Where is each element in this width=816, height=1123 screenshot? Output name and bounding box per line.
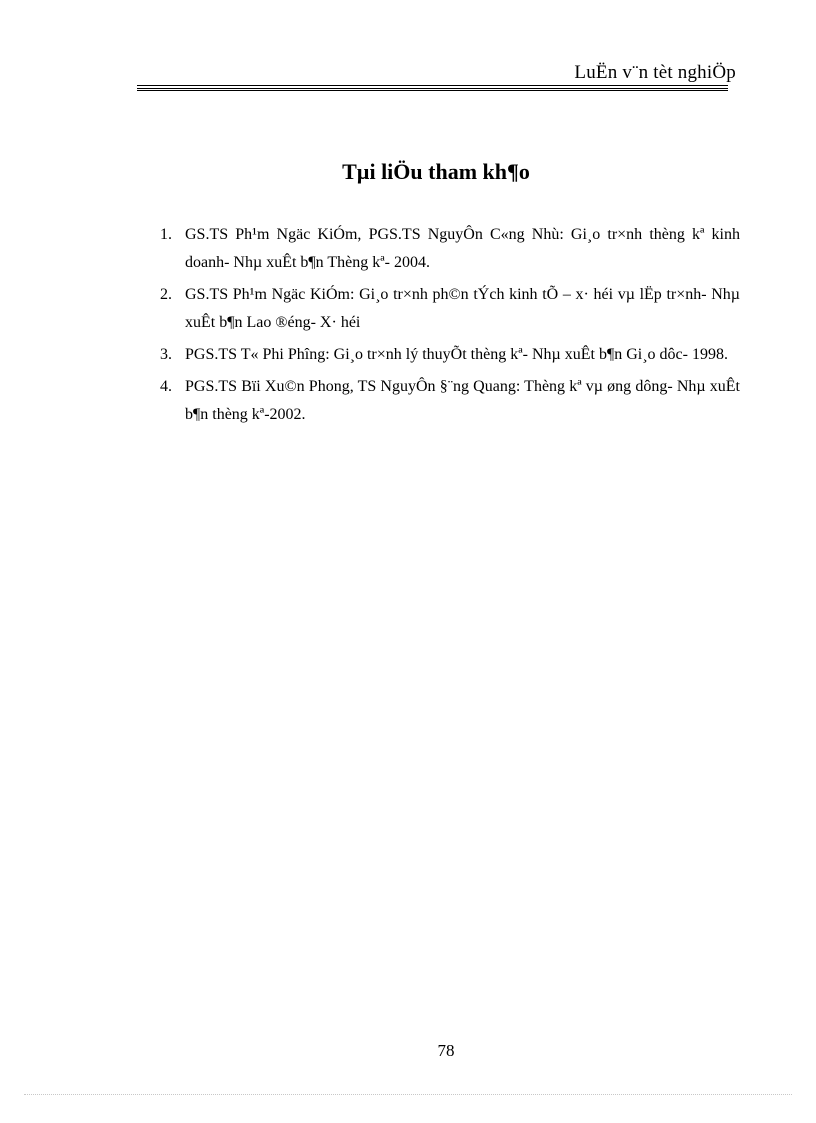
reference-text: PGS.TS Bïi Xu©n Phong, TS NguyÔn §¨ng Quang: Thèng kª vµ øng dông- Nhµ xuÊt b¶n thèng kª-2002. xyxy=(185,378,740,423)
reference-number: 1. xyxy=(160,226,172,243)
header-rule xyxy=(137,90,728,91)
reference-text: GS.TS Ph¹m Ngäc KiÓm, PGS.TS NguyÔn C«ng Nhù: Gi¸o tr×nh thèng kª kinh doanh- Nhµ xuÊt b¶n Thèng kª- 2004. xyxy=(185,226,740,271)
reference-item xyxy=(160,281,740,337)
reference-number: 3. xyxy=(160,346,172,363)
reference-number: 4. xyxy=(160,378,172,395)
header-rule xyxy=(137,88,728,89)
reference-list xyxy=(160,221,740,433)
page-bottom-border xyxy=(24,1094,792,1095)
page-title: Tµi liÖu tham kh¶o xyxy=(342,159,530,184)
reference-item xyxy=(160,373,740,429)
reference-item xyxy=(160,221,740,277)
header-rule xyxy=(137,85,728,86)
running-header: LuËn v¨n tèt nghiÖp xyxy=(574,62,736,83)
reference-text: GS.TS Ph¹m Ngäc KiÓm: Gi¸o tr×nh ph©n tÝch kinh tÕ – x· héi vµ lËp tr×nh- Nhµ xuÊt b¶n Lao ®éng- X· héi xyxy=(185,286,740,331)
reference-number: 2. xyxy=(160,286,172,303)
reference-item xyxy=(160,341,740,369)
reference-text: PGS.TS T« Phi Phîng: Gi¸o tr×nh lý thuyÕt thèng kª- Nhµ xuÊt b¶n Gi¸o dôc- 1998. xyxy=(185,346,728,363)
page-number: 78 xyxy=(437,1041,455,1060)
